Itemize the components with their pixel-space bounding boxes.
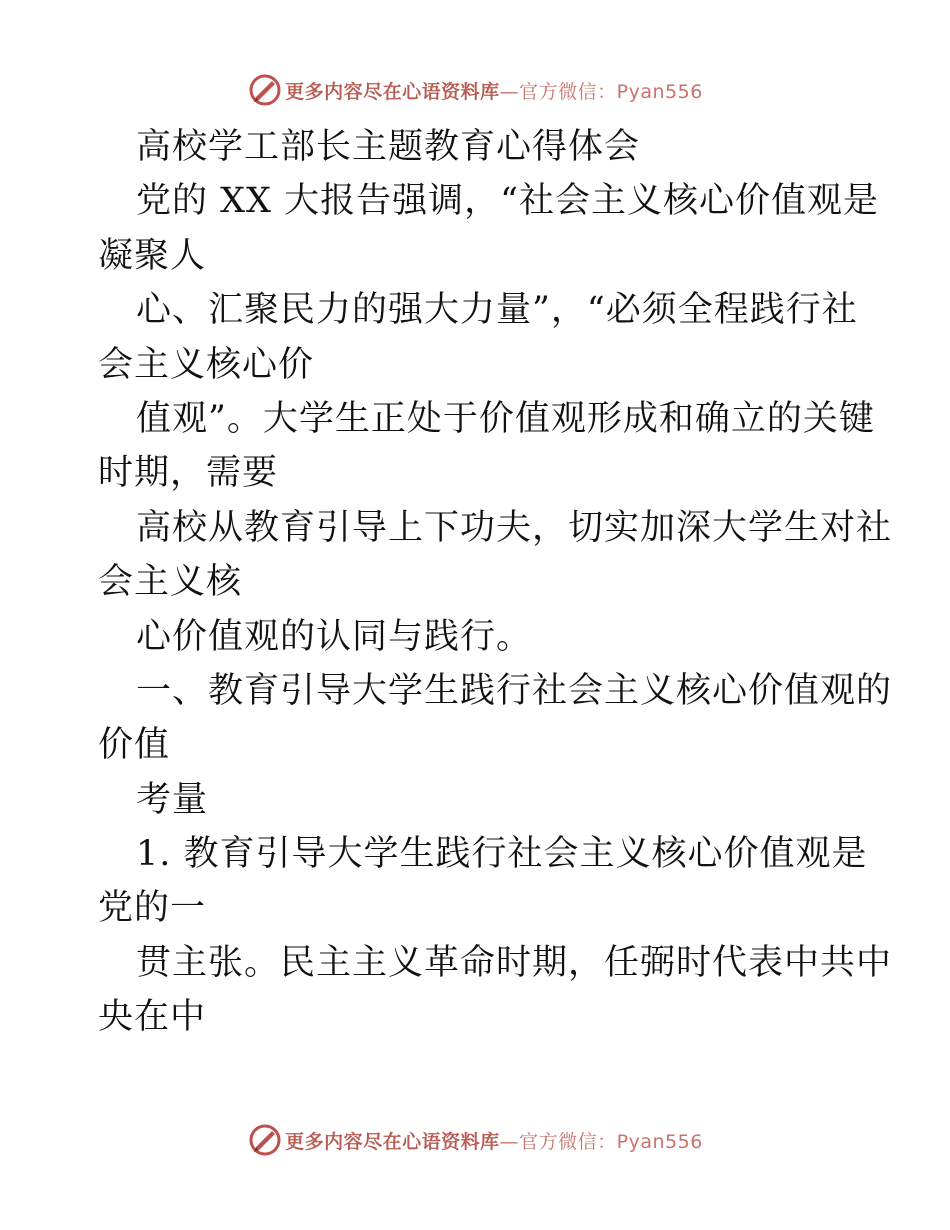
pen-logo-icon [247,1122,283,1158]
document-title: 高校学工部长主题教育心得体会 [136,127,641,167]
text-line: 央在中 [98,997,207,1038]
text-line: 价值 [98,725,171,766]
text-line: 心、汇聚民力的强大力量”，“必须全程践行社 [136,290,858,331]
watermark-text: 更多内容尽在心语资料库—官方微信：Pyan556 [285,1130,703,1153]
watermark-banner-top [0,70,950,110]
text-line: 党的一 [98,888,207,929]
document-body [98,120,893,1045]
text-line: 高校从教育引导上下功夫，切实加深大学生对社 [136,507,893,548]
text-line: 会主义核心价 [98,344,315,385]
text-line: 贯主张。民主主义革命时期，任弼时代表中共中 [136,942,893,983]
text-line: 时期，需要 [98,453,279,494]
watermark-text: 更多内容尽在心语资料库—官方微信：Pyan556 [285,80,703,103]
numbered-point: 1. 教育引导大学生践行社会主义核心价值观是 [136,834,868,875]
text-line: 值观”。大学生正处于价值观形成和确立的关键 [136,398,875,439]
watermark-banner-bottom [0,1120,950,1160]
text-line: 心价值观的认同与践行。 [136,616,533,657]
text-line: 党的 XX 大报告强调，“社会主义核心价值观是 [136,181,879,222]
text-line: 会主义核 [98,562,243,603]
section-heading: 一、教育引导大学生践行社会主义核心价值观的 [136,670,893,711]
pen-logo-icon [247,72,283,108]
text-line: 考量 [136,779,209,820]
text-line: 凝聚人 [98,235,207,276]
